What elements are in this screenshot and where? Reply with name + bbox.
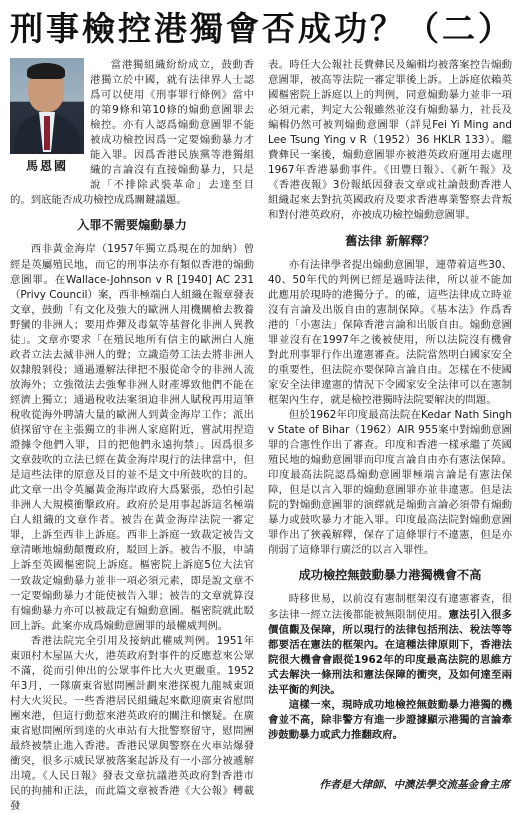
article-columns <box>10 58 512 813</box>
paragraph-conclusion-1b: 憲法引入很多價值觀及保障，所以現行的法律包括刑法、稅法等等都要活在憲法的框架內。在這種法律原則下，香港法院很大機會會跟從1962年的印度最高法院的思維方式去解決一條刑法和憲法保障的衝突，及如何達至兩法平衡的判決。 <box>268 608 512 696</box>
paragraph-conclusion-2: 這樣一來，現時成功地檢控無鼓動暴力港獨的機會並不高，除非警方有進一步證據顯示港獨的言論牽涉鼓動暴力或武力推翻政府。 <box>268 698 512 741</box>
author-credit: 作者是大律師、中澳法學交流基金會主席 <box>319 779 510 791</box>
paragraph-conclusion-1 <box>268 592 512 697</box>
subheading-old-law: 舊法律 新解釋？ <box>345 233 435 248</box>
author-name: 馬恩國 <box>25 159 68 173</box>
intro-paragraph: 當港獨組織紛紛成立，鼓動香港獨立於中國，就有法律界人士認爲可以使用《刑事罪行條例》當中的第9條和第10條的煽動意圖罪去檢控。亦有人認爲煽動意圖罪不能被成功檢控因爲一定要煽動暴力才能入罪。因爲香港民族黨等港獨組織的言論沒有直接煽動暴力，只是說「不排除武裝革命」去達至目的。到底能否成功檢控成爲關鍵議題。 <box>10 59 254 207</box>
left-column <box>10 58 254 813</box>
paragraph-conclusion-1a: 時移世易，以前沒有憲制框架沒有違憲審查，很多法律一經立法後都能被無限制使用。 <box>268 593 512 621</box>
author-block <box>10 58 84 175</box>
article-title: 刑事檢控港獨會否成功？（二） <box>10 9 514 48</box>
paragraph-gold-coast: 西非黃金海岸（1957年獨立爲現在的加納）曾經是英屬殖民地，而它的刑事法亦有類似香港的煽動意圖罪。在Wallace-Johnson v R [1940] AC 231（Privy Council）案，西非極端白人組織在報章發表文章，鼓動「有文化及強大的歐洲人用機關槍去教養野蠻的非洲人；要用炸彈及毒氣等基督化非洲人異教徒」。文章亦要求「在殖民地所有信主的歐洲白人施政者立法去滅非洲人的聲；立識造勞工法去將非洲人奴隸般剝役；通過遷解法律把不服從命令的非洲人流放海外；立強徵法去強奪非洲人財產導致他們不能在經濟上獨立；通過稅收法案須迫非洲人賦稅再用這筆稅收從海外聘請大量的歐洲人到黃金海岸工作；派出偵探留守在主張獨立的非洲人家庭附近，嘗試用捏造證據令他們入罪，目的把他們永遠拘禁」。因爲很多文章鼓吹的立法已經在黃金海岸現行的法律當中，但是這些法律的原意及目的並不是文中所鼓吹的目的。此文章一出令英屬黃金海岸政府大爲緊張，恐怕引起非洲人大規模衝擊政府。政府於是用事起訴這名極端白人組織的文章作者。被告在黃金海岸法院一審定罪，上訴至西非上訴庭。西非上訴庭一致裁定被告文章清晰地煽動顛覆政府，駁回上訴。被告不服，申請上訴至英國樞密院上訴庭。樞密院上訴庭5位大法官一致裁定煽動暴力並非一項必須元素，即是說文章不一定要煽動暴力才能使被告入罪；被告的文章就算沒有煽動暴力亦可以被裁定有煽動意圖。樞密院就此駁回上訴。此案亦成爲煽動意圖罪的最權威判例。 <box>10 243 254 632</box>
paragraph-takungpao: 表。時任大公報社長費彝民及編輯均被落案控告煽動意圖罪，被高等法院一審定罪後上訴。上訴庭依賴英國樞密院上訴庭以上的判例，同意煽動暴力並非一項必須元素，判定大公報雖然並沒有煽動暴力，社長及編輯仍然可被判煽動意圖罪（詳見Fei Yi Ming and Lee Tsung Ying v R（1952）36 HKLR 133）。繼費彝民一案後，煽動意圖罪亦被港英政府運用去處理1967年香港暴動事件。《田豐日報》、《新午報》及《香港夜報》3份報紙因發表文章或社論鼓動香港人組織起來去對抗英國政府及要求香港專業警察去背叛和對付港英政府，亦被成功檢控煽動意圖罪。 <box>268 59 512 222</box>
subheading-no-violence: 入罪不需要煽動暴力 <box>77 218 187 233</box>
paragraph-hk-courts: 香港法院完全引用及接納此權威判例。1951年東頭村木屋區大火，港英政府對事件的反應惹來公眾不滿，從而引伸出的公眾事件比大火更嚴重。1952年3月，一隊廣東省慰問團計劃來港探視九龍城東頭村大火災民。一些香港居民組織起來歡迎廣東省慰問團來港，但這行動惹來港英政府的關注和懷疑。在廣東省慰問團所到達的火車站有大批警察留守，慰問團最終被禁止進入香港。香港民眾與警察在火車站爆發衝突，很多示威民眾被落案起訴及有一小部分被遞解出境。《人民日報》發表文章抗議港英政府對香港市民的拘捕和正法，而此篇文章被香港《大公報》轉載發 <box>10 634 254 813</box>
right-column <box>268 58 512 793</box>
paragraph-basic-law: 亦有法律學者提出煽動意圖罪，連帶着這些30、40、50年代的判例已經是過時法律，所以並不能加此應用於現時的港獨分子。的確，這些法律成立時並沒有言論及出版自由的憲制保障。《基本法》作爲香港的「小憲法」保障香港言論和出版自由。煽動意圖罪並沒有在1997年之後被使用，所以法院沒有機會對此刑事罪行作出違憲審查。法院當然明白國家安全的重要性，但法院亦要保障言論自由。怎樣在不使國家安全法律違憲的情況下令國家安全法律可以在憲制框架內生存，就是檢控港獨時法院要解決的問題。 <box>268 258 512 406</box>
author-photo <box>10 58 84 154</box>
paragraph-india-case: 但於1962年印度最高法院在Kedar Nath Singh v State of Bihar（1962）AIR 955案中對煽動意圖罪的合憲性作出了審查。印度和香港一樣承繼了英國殖民地的煽動意圖罪而印度言論自由亦有憲法保障。印度最高法院認爲煽動意圖罪極端言論是有憲法保障，但是以言入罪的煽動意圖罪亦並非違憲。但是法院的對煽動意圖罪的演繹就是煽動言論必須帶有煽動暴力或鼓吹暴力才能入罪。印度最高法院對煽動意圖罪作出了狹義解釋，保存了這條罪行不違憲，但是亦削弱了這條罪行廣泛的以言入罪性。 <box>268 408 512 557</box>
subheading-prosecution-chance: 成功檢控無鼓動暴力港獨機會不高 <box>298 568 482 583</box>
